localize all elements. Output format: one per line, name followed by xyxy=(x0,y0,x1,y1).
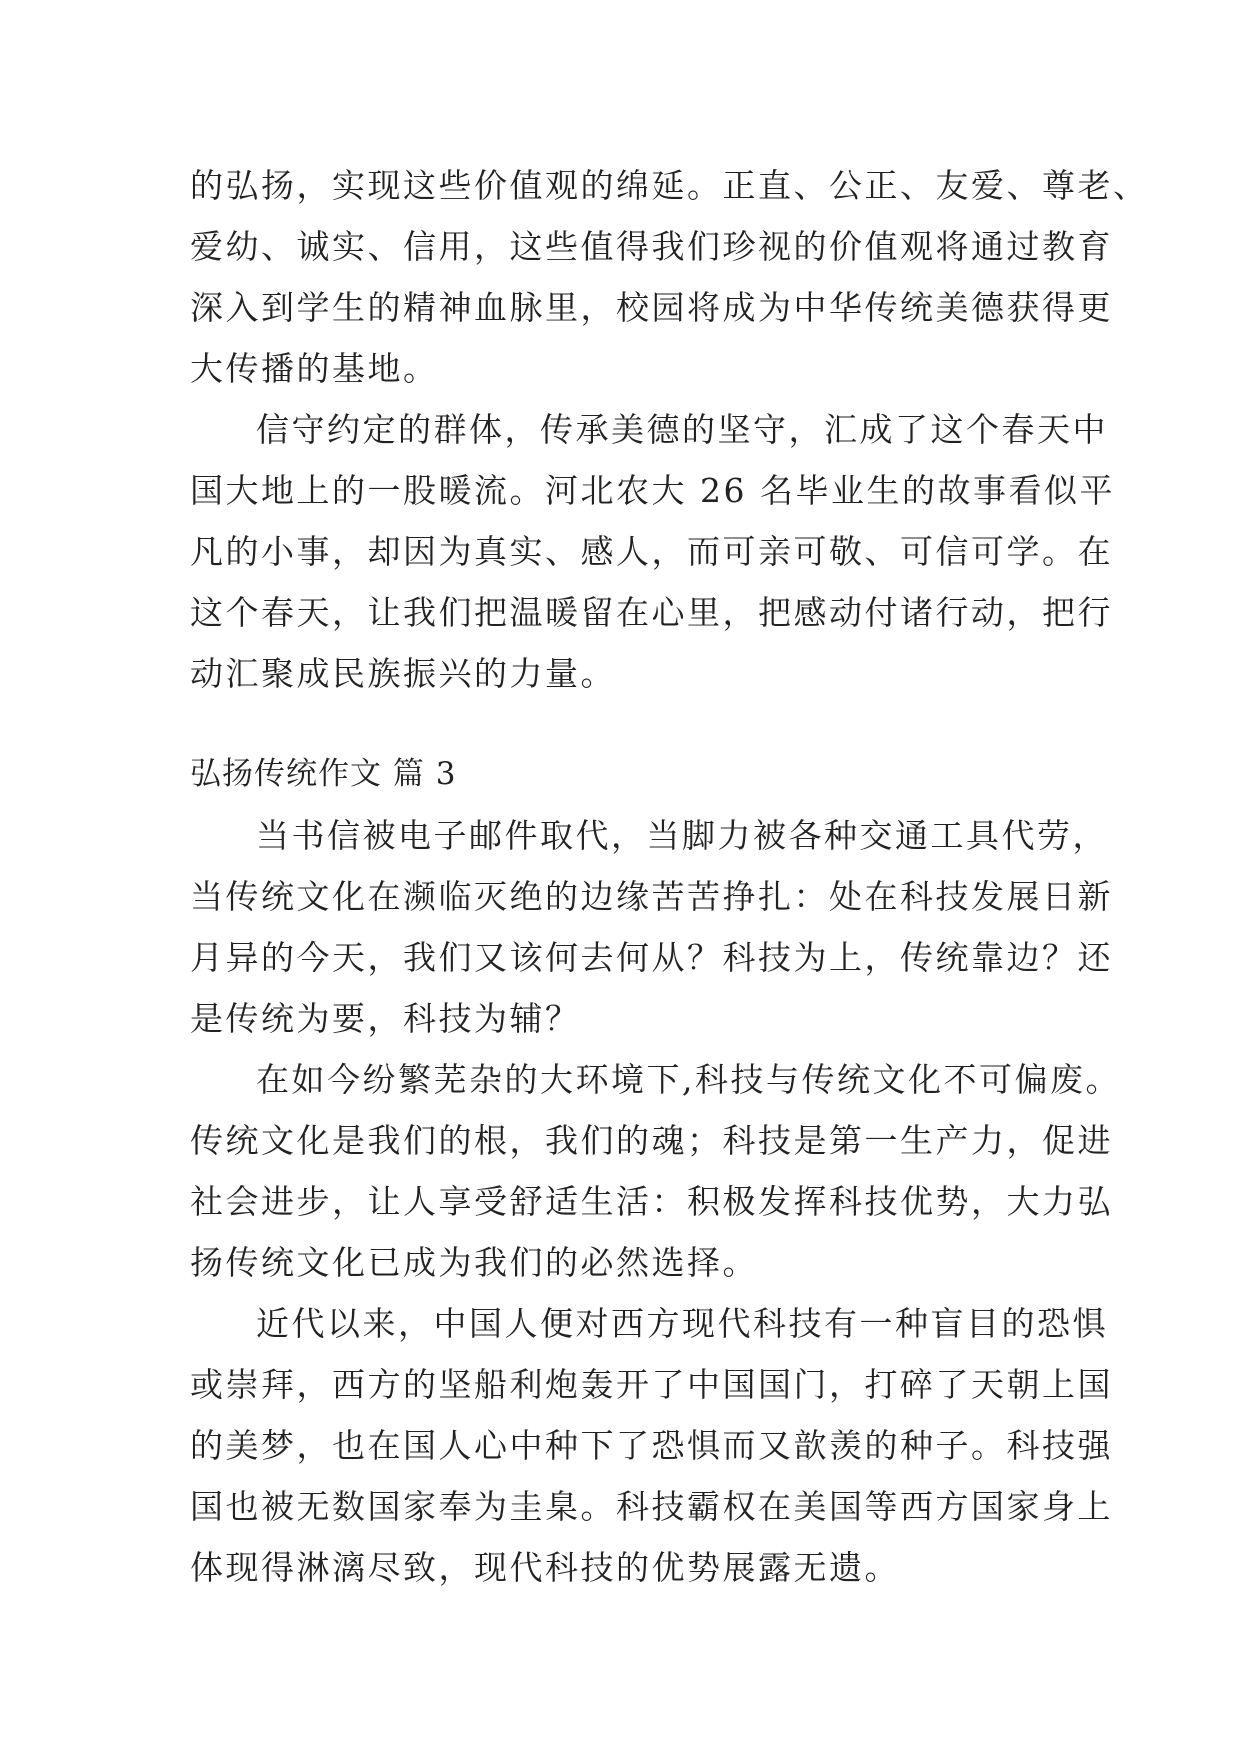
text-line: 深入到学生的精神血脉里，校园将成为中华传统美德获得更 xyxy=(190,288,1113,327)
section-gap xyxy=(190,704,1052,744)
text-line: 这个春天，让我们把温暖留在心里，把感动付诸行动，把行 xyxy=(190,593,1113,632)
document-page xyxy=(190,155,1149,1598)
text-line: 的美梦，也在国人心中种下了恐惧而又歆羡的种子。科技强 xyxy=(190,1426,1113,1465)
text-line: 凡的小事，却因为真实、感人，而可亲可敬、可信可学。在 xyxy=(190,532,1113,571)
text-line: 爱幼、诚实、信用，这些值得我们珍视的价值观将通过教育 xyxy=(190,227,1113,266)
text-line: 体现得淋漓尽致，现代科技的优势展露无遗。 xyxy=(190,1548,900,1587)
text-line: 月异的今天，我们又该何去何从？科技为上，传统靠边？还 xyxy=(190,938,1113,977)
paragraph xyxy=(190,1049,1121,1293)
text-line: 国大地上的一股暖流。河北农大 26 名毕业生的故事看似平 xyxy=(190,471,1115,510)
text-line: 扬传统文化已成为我们的必然选择。 xyxy=(190,1243,758,1282)
text-line: 近代以来，中国人便对西方现代科技有一种盲目的恐惧 xyxy=(256,1304,1108,1343)
text-line: 的弘扬，实现这些价值观的绵延。正直、公正、友爱、尊老、 xyxy=(190,166,1149,205)
paragraph xyxy=(190,805,1113,1049)
text-line: 当传统文化在濒临灭绝的边缘苦苦挣扎：处在科技发展日新 xyxy=(190,877,1113,916)
paragraph xyxy=(190,1293,1113,1598)
text-line: 当书信被电子邮件取代，当脚力被各种交通工具代劳， xyxy=(256,816,1108,855)
text-line: 或崇拜，西方的坚船利炮轰开了中国国门，打碎了天朝上国 xyxy=(190,1365,1113,1404)
text-line: 动汇聚成民族振兴的力量。 xyxy=(190,654,616,693)
text-line: 信守约定的群体，传承美德的坚守，汇成了这个春天中 xyxy=(256,410,1108,449)
text-line: 在如今纷繁芜杂的大环境下,科技与传统文化不可偏废。 xyxy=(256,1060,1121,1099)
paragraph xyxy=(190,399,1115,704)
text-line: 传统文化是我们的根，我们的魂；科技是第一生产力，促进 xyxy=(190,1121,1113,1160)
text-line: 社会进步，让人享受舒适生活：积极发挥科技优势，大力弘 xyxy=(190,1182,1113,1221)
paragraph xyxy=(190,155,1149,399)
text-line: 大传播的基地。 xyxy=(190,349,439,388)
section-heading: 弘扬传统作文 篇 3 xyxy=(190,756,457,792)
text-line: 国也被无数国家奉为圭臬。科技霸权在美国等西方国家身上 xyxy=(190,1487,1113,1526)
text-line: 是传统为要，科技为辅？ xyxy=(190,999,581,1038)
